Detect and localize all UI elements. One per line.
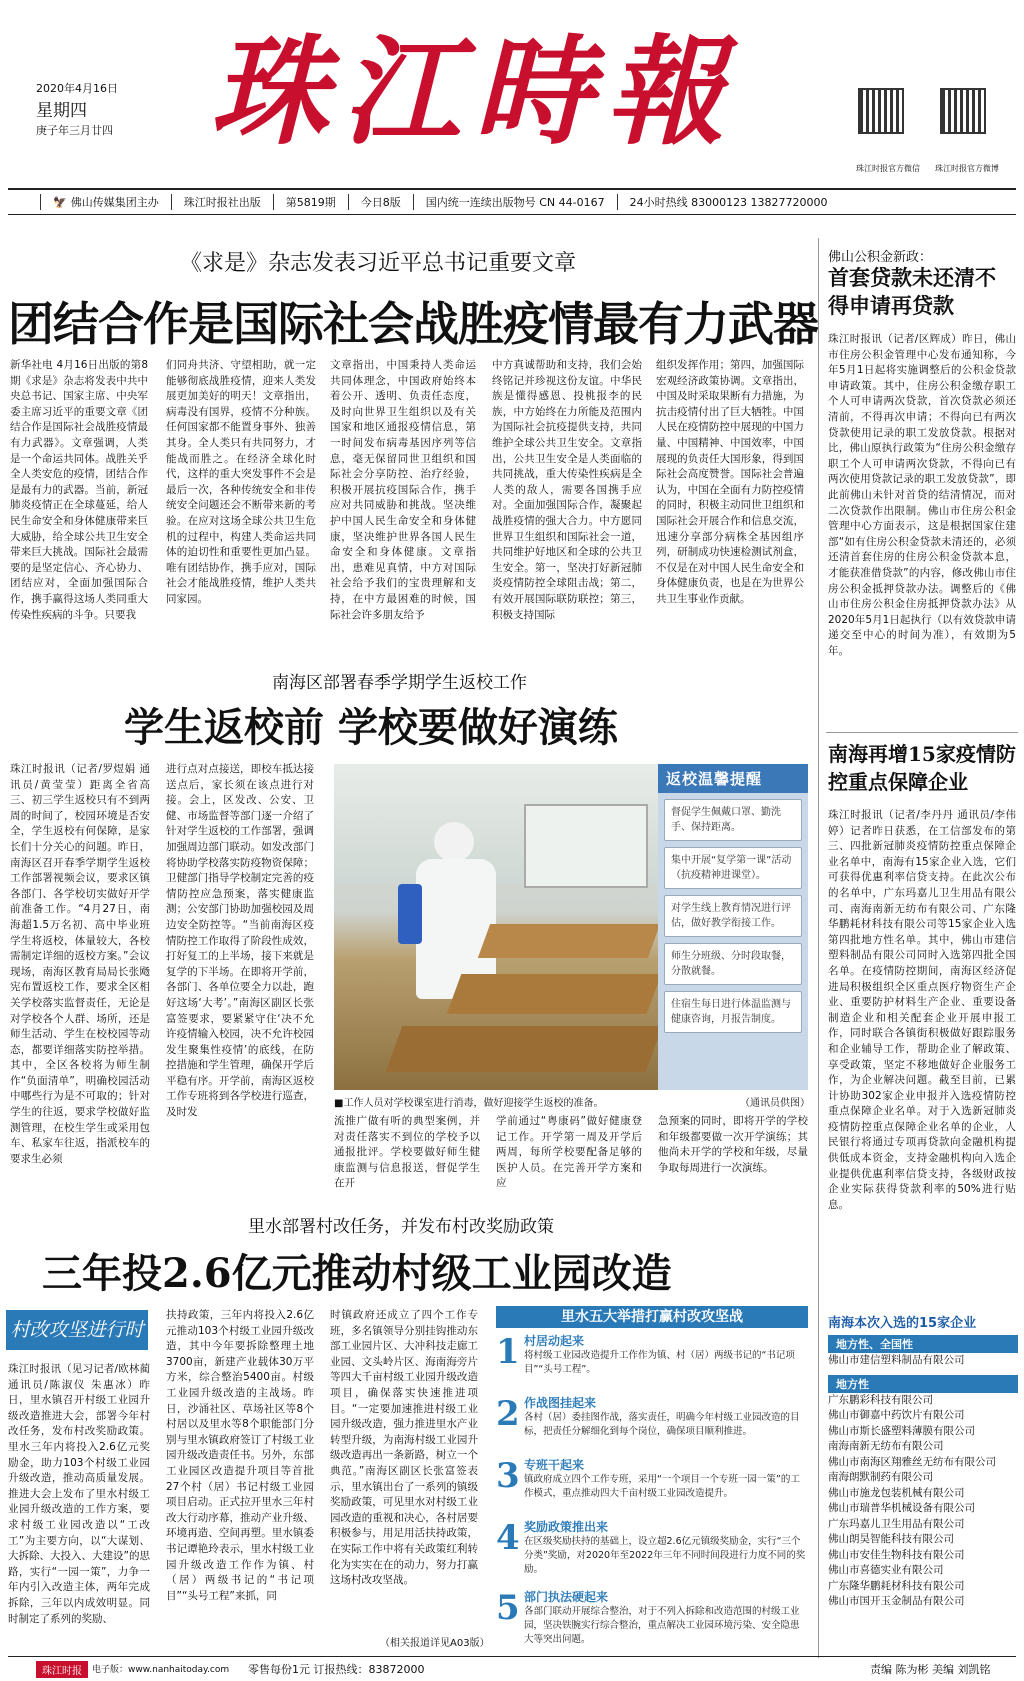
sidebar2-headline: 南海再增15家疫情防控重点保障企业: [828, 742, 1016, 794]
company-item: 佛山市斯长盛塑料薄膜有限公司: [828, 1424, 975, 1437]
story1-kicker: 《求是》杂志发表习近平总书记重要文章: [180, 251, 577, 276]
story2-bottom-col: 急预案的同时，即将开学的学校和年级都要做一次开学演练；其他尚未开学的学校和年级，尽量争取每周进行一次演练。: [658, 1115, 808, 1174]
tips-title: 返校温馨提醒: [658, 764, 808, 793]
hotline: 24小时热线 83000123 13827720000: [617, 194, 840, 210]
company-item: 佛山市御嘉中药饮片有限公司: [828, 1409, 965, 1421]
sidebar2-body: 珠江时报讯（记者/李丹丹 通讯员/李伟婷）记者昨日获悉，在工信部发布的第三、四批新冠肺炎疫情防控重点保障企业名单中，南海有15家企业入选，它们可获得优惠利率信贷支持。在此次公布的名单中，广东玛嘉儿卫生用品有限公司、南海南新无纺布有限公司、广东隆华鹏耗材科技有限公司等15家企业入选第四批地方性名单。其中，佛山市建信塑料制品有限公司同时入选第四批全国名单。在疫情防控期间，南海区经济促进局积极组织全区重点医疗物资生产企业、重要防护材料生产企业、重要设备制造企业和相关配套企业开展申报工作，同时联合各镇街积极做好跟踪服务和企业辅导工作，帮助企业了解政策、享受政策，坚定不移地做好企业服务工作，为企业解决问题。截至目前，已累计协助302家企业申报并入选疫情防控重点保障企业名单。对于入选新冠肺炎疫情防控重点保障企业名单的企业，人民银行将通过专项再贷款向金融机构提供低成本资金，支持金融机构向入选企业提供优惠利率信贷支持，各级财政按企业实际获得贷款利率的50%进行贴息。: [828, 809, 1016, 1211]
step-title: 部门执法硬起来: [524, 1590, 609, 1604]
press: 珠江时报社出版: [171, 194, 273, 210]
story1-col: 文章指出，中国秉持人类命运共同体理念，中国政府始终本着公开、透明、负责任态度，及时向世界卫生组织以及有关国家和地区通报疫情信息，第一时间发布病毒基因序列等信息，毫无保留同世卫组织和国际社会分享防控、治疗经验，积极开展抗疫国际合作，携手应对共同威胁和挑战。坚决维护中国人民生命安全和身体健康，坚决维护世界各国人民生命安全和身体健康。文章指出，患难见真情，中方对国际社会给予我们的宝贵理解和支持，在中方最困难的时候，国际社会许多朋友给予: [330, 359, 476, 621]
photo-caption: ■工作人员对学校课室进行消毒，做好迎接学生返校的准备。: [334, 1098, 604, 1109]
story1-col: 们同舟共济、守望相助，就一定能够彻底战胜疫情，迎来人类发展更加美好的明天！文章指出，病毒没有国界，疫情不分种族。任何国家都不能置身事外、独善其身。全人类只有共同努力，才能战而胜之。在经济全球化时代，这样的重大突发事件不会是最后一次，各种传统安全和非传统安全问题还会不断带来新的考验。在应对这场全球公共卫生危机的过程中，构建人类命运共同体的迫切性和重要性更加凸显。唯有团结协作，携手应对，国际社会才能战胜疫情，维护人类共同家园。: [166, 359, 316, 605]
sidebar1-kicker: 佛山公积金新政：: [828, 250, 933, 265]
disinfection-photo: [334, 764, 658, 1090]
story3-note: （相关报道详见A03版）: [380, 1638, 490, 1649]
step-text: 各部门联动开展综合整治，对于不列入拆除和改造范围的村级工业园，坚决铁腕实行综合整治，重点解决工业园环境污染、安全隐患大等突出问题。: [524, 1606, 800, 1645]
tip-item: 督促学生佩戴口罩、勤洗手、保持距离。: [664, 799, 802, 841]
newspaper-logo: 珠江時報: [210, 22, 739, 161]
measures-panel: [496, 1306, 808, 1652]
info-bar: [40, 194, 840, 210]
sidebar1-body: 珠江时报讯（记者/区辉成）昨日，佛山市住房公积金管理中心发布通知称，今年5月1日起将实施调整后的公积金贷款申请政策。其中，住房公积金缴存职工个人可申请两次贷款，首次贷款必须还清前，不得再次申请；不得向已有两次贷款使用记录的职工发放贷款。根据对比，佛山原执行政策为“住房公积金缴存职工个人可申请两次贷款，不得向已有两次使用贷款记录的职工发放贷款”，即此前佛山未针对首贷的结清情况，而对二次贷款作出限制。佛山市住房公积金管理中心方面表示，这是根据国家住建部“如有住房公积金贷款未清还的，必须还清首套住房的住房公积金贷款本息，才能获准借贷款”的内容，修改佛山市住房公积金抵押贷款办法。调整后的《佛山市住房公积金住房抵押贷款办法》从2020年5月1日起执行（以有效贷款申请递交至中心的时间为准），有效期为5年。: [828, 333, 1016, 657]
publisher: 🦅 佛山传媒集团主办: [40, 194, 171, 210]
footer-editors: 责编 陈为彬 美编 刘凯铭: [870, 1663, 991, 1676]
measure-step: [496, 1518, 808, 1588]
tip-item: 住宿生每日进行体温监测与健康咨询，月报告制度。: [664, 991, 802, 1033]
story3-col: 扶持政策，三年内将投入2.6亿元推动103个村级工业园升级改造，其中今年要拆除整理土地3700亩，新建产业载体30万平方米，综合整治5400亩。村级工业园升级改造的主战场。昨日，沙涌社区、草场社区等8个村居以及里水等8个职能部门分别与里水镇政府签订了村级工业园升级改造责任书。另外，东部工业园区改造提升项目等首批27个村（居）书记村级工业园项目启动。正式拉开里水三年村改大行动序幕，推动产业升级、环境再造、空间再塑。里水镇委书记谭艳玲表示，里水村级工业园升级改造工作作为镇、村（居）两级书记的“书记项目”“头号工程”来抓，同: [166, 1309, 314, 1602]
step-number: 4: [496, 1518, 520, 1558]
logo-icon: 🦅: [53, 196, 67, 209]
story1-col: 中方真诚帮助和支持，我们会始终铭记并珍视这份友谊。中华民族是懂得感恩、投桃报李的民族，中方始终在力所能及范围内为国际社会抗疫提供支持，共同维护全球公共卫生安全。文章指出，公共卫生安全是人类面临的共同挑战，重大传染性疾病是全人类的敌人，需要各国携手应对。全面加强国际合作，凝聚起战胜疫情的强大合力。中方愿同世界卫生组织和国际社会一道，共同维护好地区和全球的公共卫生安全。第一，坚决打好新冠肺炎疫情防控全球阻击战；第二，有效开展国际联防联控；第三，积极支持国际: [492, 359, 642, 621]
tips-box: [658, 764, 808, 1090]
step-text: 将村级工业园改造提升工作作为镇、村（居）两级书记的“书记项目”“头号工程”。: [524, 1350, 795, 1375]
story1-col: 组织发挥作用；第四，加强国际宏观经济政策协调。文章指出，中国及时采取果断有力措施，为抗击疫情付出了巨大牺牲。中国人民在疫情防控中展现的中国力量、中国精神、中国效率，中国展现的负责任大国形象，得到国际社会高度赞誉。国际社会普遍认为，中国在全面有力防控疫情的同时，积极主动同世卫组织和国际社会开展合作和信息交流，迅速分享部分病株全基因组序列，研制成功快速检测试剂盒，不仅是在对中国人民生命安全和身体健康负责，也是在为世界公共卫生事业作贡献。: [656, 359, 804, 605]
story2-headline: 学生返校前 学校要做好演练: [124, 704, 618, 751]
step-text: 各村（居）委挂图作战，落实责任，明确今年村级工业园改造的目标，把责任分解细化到每个岗位，确保项目顺利推进。: [524, 1412, 800, 1437]
footer-brand: 珠江时报: [36, 1661, 88, 1678]
measure-step: [496, 1588, 808, 1650]
measures-title: 里水五大举措打赢村改攻坚战: [496, 1306, 808, 1328]
qr-code-icon: [858, 88, 904, 134]
company-item: 南海朗默制药有限公司: [828, 1471, 933, 1483]
story3-col: 珠江时报讯（见习记者/欧林蔺 通讯员/陈淑仪 朱惠冰）昨日，里水镇召开村级工业园升级改造推进大会，部署今年村改任务，发布村改奖励政策。里水三年内将投入2.6亿元奖励金，助力103个村级工业园升级改造，推动高质量发展。推进大会上发布了里水村级工业园升级改造的工作方案，要求村级工业园改造以“工改工”为主要方向，以“大谋划、大拆除、大投入、大建设”的思路，实行“一园一策”，力争一年内引入改造主体，两年完成拆除，三年以内成效明显。同时制定了系列的奖励、: [8, 1363, 150, 1625]
company-item: 佛山市建信塑料制品有限公司: [828, 1354, 965, 1366]
story1-headline: 团结合作是国际社会战胜疫情最有力武器: [8, 297, 818, 351]
step-number: 5: [496, 1588, 520, 1628]
qr-right-caption: 珠江时报官方微博: [935, 164, 999, 173]
company-item: 南海南新无纺布有限公司: [828, 1440, 944, 1452]
company-list: [828, 1312, 1018, 1610]
story2-bottom-col: 学前通过“粤康码”做好健康登记工作。开学第一周及开学后两周，每所学校要配备足够的医护人员。在完善开学方案和应: [496, 1115, 642, 1190]
company-list-title: 南海本次入选的15家企业: [828, 1316, 977, 1331]
story2-bottom-col: 流推广做有听的典型案例，并对责任落实不到位的学校予以通报批评。学校要做好师生健康监测与信息报送，督促学生在开: [334, 1115, 480, 1190]
company-item: 佛山市瑞普华机械设备有限公司: [828, 1502, 975, 1514]
cn-number: 国内统一连续出版物号 CN 44-0167: [413, 194, 617, 210]
story2-kicker: 南海区部署春季学期学生返校工作: [272, 673, 527, 693]
measure-step: [496, 1394, 808, 1456]
step-title: 奖励政策推出来: [524, 1520, 609, 1534]
tip-item: 对学生线上教育情况进行评估，做好教学衔接工作。: [664, 895, 802, 937]
company-item: 佛山市国开玉金制品有限公司: [828, 1595, 965, 1607]
qr-weibo: [940, 88, 986, 134]
qr-left-caption: 珠江时报官方微信: [856, 164, 920, 173]
company-item: 广东鹏彩科技有限公司: [828, 1393, 933, 1406]
measure-step: [496, 1332, 808, 1394]
company-item: 佛山朗昊智能科技有限公司: [828, 1533, 954, 1545]
company-item: 广东隆华鹏耗材科技有限公司: [828, 1579, 965, 1592]
step-number: 3: [496, 1456, 520, 1496]
story3-headline: 三年投2.6亿元推动村级工业园改造: [42, 1250, 672, 1297]
village-reform-badge: 村改攻坚进行时: [6, 1310, 148, 1350]
tip-item: 集中开展“复学第一课”活动（抗疫精神进课堂）。: [664, 847, 802, 889]
company-item: 佛山市喜德实业有限公司: [828, 1564, 944, 1576]
qr-wechat: [858, 88, 904, 134]
step-title: 作战图挂起来: [524, 1396, 597, 1410]
lunar-date: 庚子年三月廿四: [36, 124, 113, 137]
step-number: 1: [496, 1332, 520, 1372]
step-title: 专班干起来: [524, 1458, 585, 1472]
story3-kicker: 里水部署村改任务，并发布村改奖励政策: [248, 1217, 554, 1237]
story2-col: 进行点对点接送，即校车抵达接送点后，家长须在该点进行对接。会上，区发改、公安、卫健、市场监督等部门逐一介绍了针对学生返校的工作部署，强调加强周边部门联动。如发改部门将协助学校落实防疫物资保障；卫健部门指导学校制定完善的疫情防控应急预案，落实健康监测；公安部门协助加强校园及周边安全防控等。“当前南海区疫情防控工作取得了阶段性成效，打好复工的上半场，接下来就是复学的下半场。在即将开学前，各部门、各单位要全力以赴，跑好这场‘大考’。”南海区副区长张富签要求，要紧紧守住‘决不允许疫情输入校园，决不允许校园发生聚集性疫情’的底线，在防控措施和学生管理，确保开学后平稳有序。开学前，南海区返校工作专班将到各学校进行巡查，及时发: [166, 763, 314, 1119]
story1-col: 新华社电 4月16日出版的第8期《求是》杂志将发表中共中央总书记、国家主席、中央军委主席习近平的重要文章《团结合作是国际社会战胜疫情最有力武器》。文章强调，人类是一个命运共同体。战胜关乎全人类安危的疫情，团结合作是最有力的武器。当前，新冠肺炎疫情正在全球蔓延，给人民生命安全和身体健康带来巨大威胁，给全球公共卫生安全带来巨大挑战。国际社会最需要的是坚定信心、齐心协力、团结应对，全面加强国际合作，携手赢得这场人类同重大传染性疾病的斗争。只要我: [10, 359, 148, 621]
date: 2020年4月16日: [36, 82, 118, 95]
story2-col: 珠江时报讯（记者/罗煜娟 通讯员/黄莹莹）距离全省高三、初三学生返校只有不到两周的时间了，校园环境是否安全，学生返校有何保障，是家长们十分关心的问题。昨日，南海区召开春季学期学生返校工作部署视频会议，要求区镇各部门、各学校切实做好开学前准备工作。“4月27日，南海超1.5万名初、高中毕业班学生将返校，体量较大，各校需制定详细的返校方案。”会议现场，南海区教育局局长张飏宪布置返校工作，要求全区相关学校落实监督责任，无论是对学校各个人群、场所，还是师生活动、学生在校校园等动态，都要详细落实防控举措。其中，全区各校将为师生制作“负面清单”，明确校园活动中哪些行为是不可取的；针对学生的往返，要求学校做好监测管理，在校生学生或采用包车、私家车往返，指派校车的要求生必须: [10, 763, 150, 1165]
company-item: 佛山市安佳生物科技有限公司: [828, 1548, 965, 1561]
company-item: 佛山市南海区翔雅丝无纺布有限公司: [828, 1455, 996, 1468]
qr-code-icon: [940, 88, 986, 134]
company-item: 广东玛嘉儿卫生用品有限公司: [828, 1517, 965, 1530]
step-text: 在区级奖励扶持的基础上，设立超2.6亿元镇级奖励金，实行“三个分类”奖励，对2020年至2022年三年不同时间段进行力度不同的奖励。: [524, 1536, 806, 1575]
step-number: 2: [496, 1394, 520, 1434]
tip-item: 师生分班级、分时段取餐，分散就餐。: [664, 943, 802, 985]
company-item: 佛山市施龙包装机械有限公司: [828, 1486, 965, 1499]
photo-credit: （通讯员供图）: [740, 1098, 810, 1109]
story3-col: 时镇政府还成立了四个工作专班，多名镇领导分别挂钩推动东部工业园片区、大冲科技走廊工业园、文头岭片区、海南海旁片等四大千亩村级工业园升级改造项目，确保落实快速推进项目。“一定要加速推进村级工业园升级改造，强力推进里水产业转型升级，为南海村级工业园升级改造再出一条新路，树立一个典范。”南海区副区长张富签表示，里水镇出台了一系列的镇级奖励政策，可见里水对村级工业园改造的重视和决心，各村居要积极参与，用足用活扶持政策，在实际工作中将有关政策红利转化为实实在在的动力，努力打赢这场村改攻坚战。: [330, 1309, 478, 1587]
category-label: 地方性: [828, 1375, 1018, 1393]
issue-number: 第5819期: [273, 194, 348, 210]
step-title: 村居动起来: [524, 1334, 585, 1348]
footer-website[interactable]: 电子版：www.nanhaitoday.com: [92, 1665, 230, 1675]
footer-price: 零售每份1元 订报热线：83872000: [248, 1663, 425, 1676]
measure-step: [496, 1456, 808, 1518]
category-label: 地方性、全国性: [828, 1335, 1018, 1353]
weekday: 星期四: [36, 101, 87, 121]
sidebar1-headline: 首套贷款未还清不得申请再贷款: [828, 265, 996, 318]
step-text: 镇政府成立四个工作专班，采用“一个项目一个专班一园一策”的工作模式，重点推动四大千亩村级工业园改造提升。: [524, 1474, 800, 1499]
page-count: 今日8版: [348, 194, 413, 210]
